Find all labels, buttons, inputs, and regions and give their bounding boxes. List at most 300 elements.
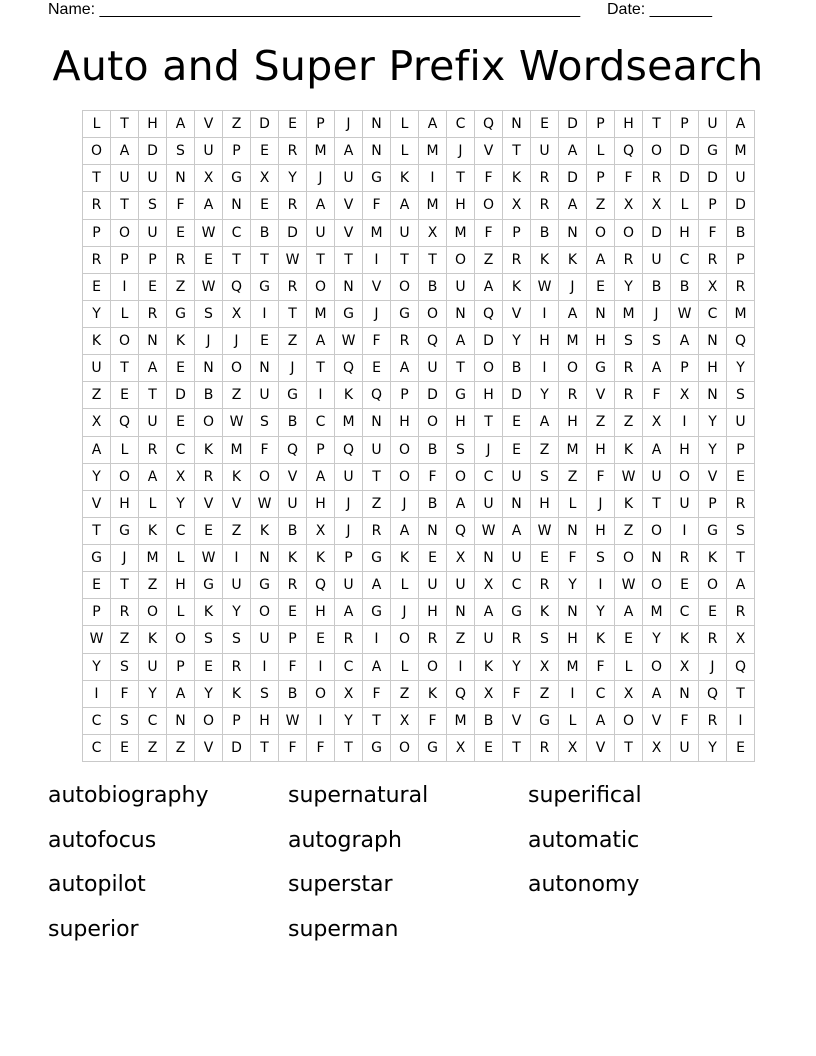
grid-cell[interactable]: T <box>503 734 531 761</box>
grid-cell[interactable]: D <box>223 734 251 761</box>
grid-cell[interactable]: K <box>195 436 223 463</box>
grid-cell[interactable]: C <box>671 599 699 626</box>
grid-cell[interactable]: X <box>391 707 419 734</box>
grid-cell[interactable]: C <box>475 463 503 490</box>
grid-cell[interactable]: G <box>83 545 111 572</box>
grid-cell[interactable]: H <box>307 490 335 517</box>
grid-cell[interactable]: O <box>195 409 223 436</box>
grid-cell[interactable]: J <box>335 517 363 544</box>
grid-cell[interactable]: M <box>643 599 671 626</box>
grid-cell[interactable]: G <box>111 517 139 544</box>
grid-cell[interactable]: A <box>643 436 671 463</box>
grid-cell[interactable]: Y <box>503 328 531 355</box>
grid-cell[interactable]: J <box>391 599 419 626</box>
grid-cell[interactable]: D <box>671 138 699 165</box>
grid-cell[interactable]: X <box>419 219 447 246</box>
grid-cell[interactable]: N <box>447 300 475 327</box>
grid-cell[interactable]: M <box>307 300 335 327</box>
grid-cell[interactable]: S <box>251 680 279 707</box>
grid-cell[interactable]: Y <box>223 599 251 626</box>
grid-cell[interactable]: U <box>531 138 559 165</box>
grid-cell[interactable]: Z <box>587 192 615 219</box>
grid-cell[interactable]: A <box>363 572 391 599</box>
grid-cell[interactable]: I <box>531 355 559 382</box>
grid-cell[interactable]: K <box>335 382 363 409</box>
grid-cell[interactable]: D <box>139 138 167 165</box>
grid-cell[interactable]: Y <box>587 599 615 626</box>
grid-cell[interactable]: C <box>83 734 111 761</box>
grid-cell[interactable]: J <box>335 490 363 517</box>
grid-cell[interactable]: R <box>615 246 643 273</box>
grid-cell[interactable]: O <box>391 463 419 490</box>
grid-cell[interactable]: R <box>727 599 755 626</box>
grid-cell[interactable]: R <box>615 355 643 382</box>
grid-cell[interactable]: D <box>643 219 671 246</box>
grid-cell[interactable]: U <box>335 572 363 599</box>
grid-cell[interactable]: F <box>111 680 139 707</box>
grid-cell[interactable]: V <box>195 734 223 761</box>
grid-cell[interactable]: X <box>447 734 475 761</box>
grid-cell[interactable]: G <box>223 165 251 192</box>
grid-cell[interactable]: M <box>419 192 447 219</box>
grid-cell[interactable]: K <box>671 626 699 653</box>
grid-cell[interactable]: R <box>111 599 139 626</box>
grid-cell[interactable]: E <box>111 382 139 409</box>
grid-cell[interactable]: K <box>251 517 279 544</box>
grid-cell[interactable]: B <box>251 219 279 246</box>
grid-cell[interactable]: Q <box>727 328 755 355</box>
grid-cell[interactable]: R <box>531 165 559 192</box>
grid-cell[interactable]: U <box>643 463 671 490</box>
grid-cell[interactable]: O <box>391 273 419 300</box>
grid-cell[interactable]: L <box>83 111 111 138</box>
grid-cell[interactable]: H <box>699 355 727 382</box>
grid-cell[interactable]: Z <box>139 734 167 761</box>
grid-cell[interactable]: T <box>727 545 755 572</box>
grid-cell[interactable]: P <box>139 246 167 273</box>
grid-cell[interactable]: U <box>447 273 475 300</box>
grid-cell[interactable]: H <box>111 490 139 517</box>
grid-cell[interactable]: E <box>363 355 391 382</box>
grid-cell[interactable]: E <box>475 734 503 761</box>
grid-cell[interactable]: A <box>615 599 643 626</box>
grid-cell[interactable]: A <box>559 300 587 327</box>
grid-cell[interactable]: S <box>167 138 195 165</box>
grid-cell[interactable]: I <box>111 273 139 300</box>
grid-cell[interactable]: E <box>111 734 139 761</box>
grid-cell[interactable]: H <box>419 599 447 626</box>
grid-cell[interactable]: O <box>615 219 643 246</box>
grid-cell[interactable]: M <box>139 545 167 572</box>
grid-cell[interactable]: G <box>363 599 391 626</box>
grid-cell[interactable]: Z <box>223 517 251 544</box>
grid-cell[interactable]: K <box>195 599 223 626</box>
grid-cell[interactable]: E <box>83 572 111 599</box>
grid-cell[interactable]: I <box>727 707 755 734</box>
grid-cell[interactable]: B <box>643 273 671 300</box>
grid-cell[interactable]: Z <box>615 409 643 436</box>
grid-cell[interactable]: Y <box>83 463 111 490</box>
grid-cell[interactable]: X <box>671 382 699 409</box>
grid-cell[interactable]: T <box>503 138 531 165</box>
grid-cell[interactable]: A <box>335 599 363 626</box>
grid-cell[interactable]: J <box>223 328 251 355</box>
grid-cell[interactable]: Q <box>447 680 475 707</box>
grid-cell[interactable]: Z <box>391 680 419 707</box>
grid-cell[interactable]: L <box>587 138 615 165</box>
grid-cell[interactable]: R <box>615 382 643 409</box>
grid-cell[interactable]: L <box>559 490 587 517</box>
grid-cell[interactable]: P <box>223 707 251 734</box>
grid-cell[interactable]: A <box>475 599 503 626</box>
grid-cell[interactable]: O <box>419 300 447 327</box>
grid-cell[interactable]: M <box>307 138 335 165</box>
grid-cell[interactable]: F <box>587 653 615 680</box>
grid-cell[interactable]: E <box>727 463 755 490</box>
grid-cell[interactable]: N <box>251 545 279 572</box>
grid-cell[interactable]: M <box>223 436 251 463</box>
grid-cell[interactable]: Z <box>475 246 503 273</box>
grid-cell[interactable]: I <box>671 517 699 544</box>
grid-cell[interactable]: U <box>83 355 111 382</box>
grid-cell[interactable]: X <box>671 653 699 680</box>
grid-cell[interactable]: U <box>419 355 447 382</box>
grid-cell[interactable]: H <box>531 490 559 517</box>
grid-cell[interactable]: A <box>727 111 755 138</box>
grid-cell[interactable]: P <box>307 436 335 463</box>
grid-cell[interactable]: R <box>503 626 531 653</box>
grid-cell[interactable]: H <box>475 382 503 409</box>
grid-cell[interactable]: V <box>699 463 727 490</box>
grid-cell[interactable]: U <box>475 626 503 653</box>
grid-cell[interactable]: K <box>391 165 419 192</box>
grid-cell[interactable]: G <box>699 138 727 165</box>
grid-cell[interactable]: X <box>447 545 475 572</box>
grid-cell[interactable]: R <box>279 192 307 219</box>
grid-cell[interactable]: O <box>447 463 475 490</box>
grid-cell[interactable]: Y <box>531 382 559 409</box>
grid-cell[interactable]: V <box>279 463 307 490</box>
grid-cell[interactable]: L <box>391 572 419 599</box>
grid-cell[interactable]: O <box>139 599 167 626</box>
grid-cell[interactable]: S <box>643 328 671 355</box>
grid-cell[interactable]: S <box>727 382 755 409</box>
grid-cell[interactable]: D <box>727 192 755 219</box>
grid-cell[interactable]: U <box>391 219 419 246</box>
grid-cell[interactable]: O <box>111 463 139 490</box>
grid-cell[interactable]: D <box>671 165 699 192</box>
grid-cell[interactable]: K <box>139 517 167 544</box>
grid-cell[interactable]: O <box>475 355 503 382</box>
grid-cell[interactable]: N <box>559 219 587 246</box>
grid-cell[interactable]: E <box>195 517 223 544</box>
grid-cell[interactable]: T <box>363 463 391 490</box>
grid-cell[interactable]: M <box>559 436 587 463</box>
grid-cell[interactable]: H <box>139 111 167 138</box>
grid-cell[interactable]: Z <box>223 382 251 409</box>
grid-cell[interactable]: K <box>503 165 531 192</box>
grid-cell[interactable]: Y <box>167 490 195 517</box>
grid-cell[interactable]: O <box>671 463 699 490</box>
grid-cell[interactable]: M <box>335 409 363 436</box>
grid-cell[interactable]: C <box>503 572 531 599</box>
grid-cell[interactable]: T <box>139 382 167 409</box>
grid-cell[interactable]: I <box>671 409 699 436</box>
grid-cell[interactable]: B <box>727 219 755 246</box>
grid-cell[interactable]: A <box>671 328 699 355</box>
grid-cell[interactable]: I <box>419 165 447 192</box>
grid-cell[interactable]: P <box>83 219 111 246</box>
grid-cell[interactable]: W <box>195 219 223 246</box>
grid-cell[interactable]: B <box>671 273 699 300</box>
grid-cell[interactable]: Q <box>447 517 475 544</box>
grid-cell[interactable]: A <box>139 463 167 490</box>
grid-cell[interactable]: P <box>503 219 531 246</box>
grid-cell[interactable]: T <box>335 246 363 273</box>
grid-cell[interactable]: R <box>139 300 167 327</box>
grid-cell[interactable]: A <box>335 138 363 165</box>
grid-cell[interactable]: H <box>391 409 419 436</box>
grid-cell[interactable]: X <box>615 680 643 707</box>
grid-cell[interactable]: X <box>531 653 559 680</box>
grid-cell[interactable]: P <box>727 436 755 463</box>
grid-cell[interactable]: R <box>699 707 727 734</box>
grid-cell[interactable]: O <box>475 192 503 219</box>
grid-cell[interactable]: U <box>139 219 167 246</box>
grid-cell[interactable]: E <box>251 328 279 355</box>
grid-cell[interactable]: S <box>531 463 559 490</box>
grid-cell[interactable]: L <box>167 545 195 572</box>
grid-cell[interactable]: P <box>83 599 111 626</box>
grid-cell[interactable]: W <box>615 572 643 599</box>
grid-cell[interactable]: X <box>195 165 223 192</box>
grid-cell[interactable]: E <box>615 626 643 653</box>
grid-cell[interactable]: R <box>83 246 111 273</box>
grid-cell[interactable]: X <box>643 409 671 436</box>
grid-cell[interactable]: W <box>279 246 307 273</box>
grid-cell[interactable]: J <box>447 138 475 165</box>
grid-cell[interactable]: O <box>307 273 335 300</box>
grid-cell[interactable]: E <box>307 626 335 653</box>
grid-cell[interactable]: K <box>279 545 307 572</box>
grid-cell[interactable]: E <box>195 653 223 680</box>
grid-cell[interactable]: O <box>643 653 671 680</box>
grid-cell[interactable]: I <box>223 545 251 572</box>
grid-cell[interactable]: O <box>307 680 335 707</box>
grid-cell[interactable]: I <box>587 572 615 599</box>
grid-cell[interactable]: C <box>587 680 615 707</box>
grid-cell[interactable]: N <box>643 545 671 572</box>
grid-cell[interactable]: B <box>475 707 503 734</box>
grid-cell[interactable]: F <box>419 707 447 734</box>
grid-cell[interactable]: U <box>251 626 279 653</box>
grid-cell[interactable]: U <box>447 572 475 599</box>
grid-cell[interactable]: S <box>195 300 223 327</box>
grid-cell[interactable]: O <box>167 626 195 653</box>
grid-cell[interactable]: O <box>391 734 419 761</box>
grid-cell[interactable]: A <box>83 436 111 463</box>
grid-cell[interactable]: V <box>83 490 111 517</box>
grid-cell[interactable]: I <box>363 246 391 273</box>
grid-cell[interactable]: H <box>251 707 279 734</box>
grid-cell[interactable]: W <box>531 273 559 300</box>
grid-cell[interactable]: X <box>727 626 755 653</box>
grid-cell[interactable]: T <box>111 355 139 382</box>
grid-cell[interactable]: A <box>391 355 419 382</box>
grid-cell[interactable]: T <box>643 111 671 138</box>
grid-cell[interactable]: Y <box>643 626 671 653</box>
grid-cell[interactable]: K <box>615 436 643 463</box>
grid-cell[interactable]: K <box>307 545 335 572</box>
grid-cell[interactable]: H <box>531 328 559 355</box>
grid-cell[interactable]: Q <box>419 328 447 355</box>
grid-cell[interactable]: A <box>447 328 475 355</box>
grid-cell[interactable]: U <box>195 138 223 165</box>
grid-cell[interactable]: P <box>307 111 335 138</box>
grid-cell[interactable]: U <box>475 490 503 517</box>
grid-cell[interactable]: F <box>559 545 587 572</box>
grid-cell[interactable]: M <box>363 219 391 246</box>
grid-cell[interactable]: M <box>447 219 475 246</box>
grid-cell[interactable]: G <box>195 572 223 599</box>
grid-cell[interactable]: A <box>587 707 615 734</box>
grid-cell[interactable]: Y <box>503 653 531 680</box>
grid-cell[interactable]: Z <box>615 517 643 544</box>
grid-cell[interactable]: N <box>503 490 531 517</box>
grid-cell[interactable]: W <box>223 409 251 436</box>
grid-cell[interactable]: X <box>475 572 503 599</box>
grid-cell[interactable]: E <box>167 409 195 436</box>
grid-cell[interactable]: O <box>391 436 419 463</box>
grid-cell[interactable]: W <box>475 517 503 544</box>
grid-cell[interactable]: O <box>419 653 447 680</box>
grid-cell[interactable]: X <box>83 409 111 436</box>
grid-cell[interactable]: H <box>307 599 335 626</box>
grid-cell[interactable]: G <box>699 517 727 544</box>
grid-cell[interactable]: O <box>251 463 279 490</box>
grid-cell[interactable]: R <box>363 517 391 544</box>
grid-cell[interactable]: H <box>559 409 587 436</box>
grid-cell[interactable]: T <box>419 246 447 273</box>
grid-cell[interactable]: X <box>475 680 503 707</box>
name-field[interactable]: Name: ______________________________________________________ <box>48 1 581 18</box>
grid-cell[interactable]: N <box>559 517 587 544</box>
grid-cell[interactable]: N <box>363 138 391 165</box>
grid-cell[interactable]: V <box>223 490 251 517</box>
grid-cell[interactable]: T <box>251 246 279 273</box>
grid-cell[interactable]: A <box>139 355 167 382</box>
grid-cell[interactable]: M <box>727 300 755 327</box>
grid-cell[interactable]: F <box>251 436 279 463</box>
grid-cell[interactable]: D <box>419 382 447 409</box>
grid-cell[interactable]: Y <box>83 300 111 327</box>
grid-cell[interactable]: X <box>167 463 195 490</box>
grid-cell[interactable]: V <box>503 707 531 734</box>
grid-cell[interactable]: O <box>447 246 475 273</box>
grid-cell[interactable]: X <box>251 165 279 192</box>
grid-cell[interactable]: A <box>195 192 223 219</box>
grid-cell[interactable]: U <box>139 409 167 436</box>
grid-cell[interactable]: H <box>167 572 195 599</box>
grid-cell[interactable]: Z <box>447 626 475 653</box>
grid-cell[interactable]: Z <box>531 436 559 463</box>
grid-cell[interactable]: R <box>335 626 363 653</box>
grid-cell[interactable]: W <box>251 490 279 517</box>
grid-cell[interactable]: N <box>559 599 587 626</box>
grid-cell[interactable]: T <box>335 734 363 761</box>
grid-cell[interactable]: G <box>251 572 279 599</box>
grid-cell[interactable]: I <box>307 382 335 409</box>
grid-cell[interactable]: H <box>559 626 587 653</box>
grid-cell[interactable]: G <box>363 734 391 761</box>
grid-cell[interactable]: O <box>251 599 279 626</box>
grid-cell[interactable]: Q <box>111 409 139 436</box>
grid-cell[interactable]: H <box>615 111 643 138</box>
grid-cell[interactable]: U <box>335 463 363 490</box>
grid-cell[interactable]: F <box>475 165 503 192</box>
grid-cell[interactable]: K <box>391 545 419 572</box>
grid-cell[interactable]: R <box>139 436 167 463</box>
grid-cell[interactable]: T <box>111 192 139 219</box>
grid-cell[interactable]: E <box>531 111 559 138</box>
grid-cell[interactable]: P <box>699 192 727 219</box>
grid-cell[interactable]: F <box>503 680 531 707</box>
grid-cell[interactable]: Z <box>587 409 615 436</box>
grid-cell[interactable]: C <box>671 246 699 273</box>
grid-cell[interactable]: X <box>643 192 671 219</box>
grid-cell[interactable]: O <box>391 626 419 653</box>
grid-cell[interactable]: M <box>559 653 587 680</box>
grid-cell[interactable]: U <box>139 165 167 192</box>
grid-cell[interactable]: T <box>447 355 475 382</box>
grid-cell[interactable]: L <box>615 653 643 680</box>
grid-cell[interactable]: R <box>503 246 531 273</box>
grid-cell[interactable]: V <box>363 273 391 300</box>
grid-cell[interactable]: W <box>279 707 307 734</box>
grid-cell[interactable]: G <box>447 382 475 409</box>
grid-cell[interactable]: E <box>699 599 727 626</box>
grid-cell[interactable]: I <box>251 300 279 327</box>
grid-cell[interactable]: N <box>167 707 195 734</box>
grid-cell[interactable]: X <box>615 192 643 219</box>
grid-cell[interactable]: O <box>615 707 643 734</box>
grid-cell[interactable]: A <box>727 572 755 599</box>
grid-cell[interactable]: T <box>111 572 139 599</box>
grid-cell[interactable]: E <box>279 599 307 626</box>
grid-cell[interactable]: B <box>419 436 447 463</box>
grid-cell[interactable]: R <box>671 545 699 572</box>
grid-cell[interactable]: S <box>727 517 755 544</box>
grid-cell[interactable]: R <box>167 246 195 273</box>
grid-cell[interactable]: T <box>391 246 419 273</box>
grid-cell[interactable]: P <box>223 138 251 165</box>
grid-cell[interactable]: B <box>419 490 447 517</box>
grid-cell[interactable]: U <box>643 246 671 273</box>
grid-cell[interactable]: P <box>727 246 755 273</box>
grid-cell[interactable]: A <box>531 409 559 436</box>
grid-cell[interactable]: J <box>559 273 587 300</box>
grid-cell[interactable]: Q <box>475 300 503 327</box>
grid-cell[interactable]: R <box>699 246 727 273</box>
grid-cell[interactable]: H <box>587 436 615 463</box>
grid-cell[interactable]: T <box>643 490 671 517</box>
grid-cell[interactable]: F <box>363 192 391 219</box>
grid-cell[interactable]: O <box>699 572 727 599</box>
grid-cell[interactable]: Q <box>363 382 391 409</box>
grid-cell[interactable]: G <box>419 734 447 761</box>
grid-cell[interactable]: J <box>111 545 139 572</box>
grid-cell[interactable]: V <box>335 219 363 246</box>
